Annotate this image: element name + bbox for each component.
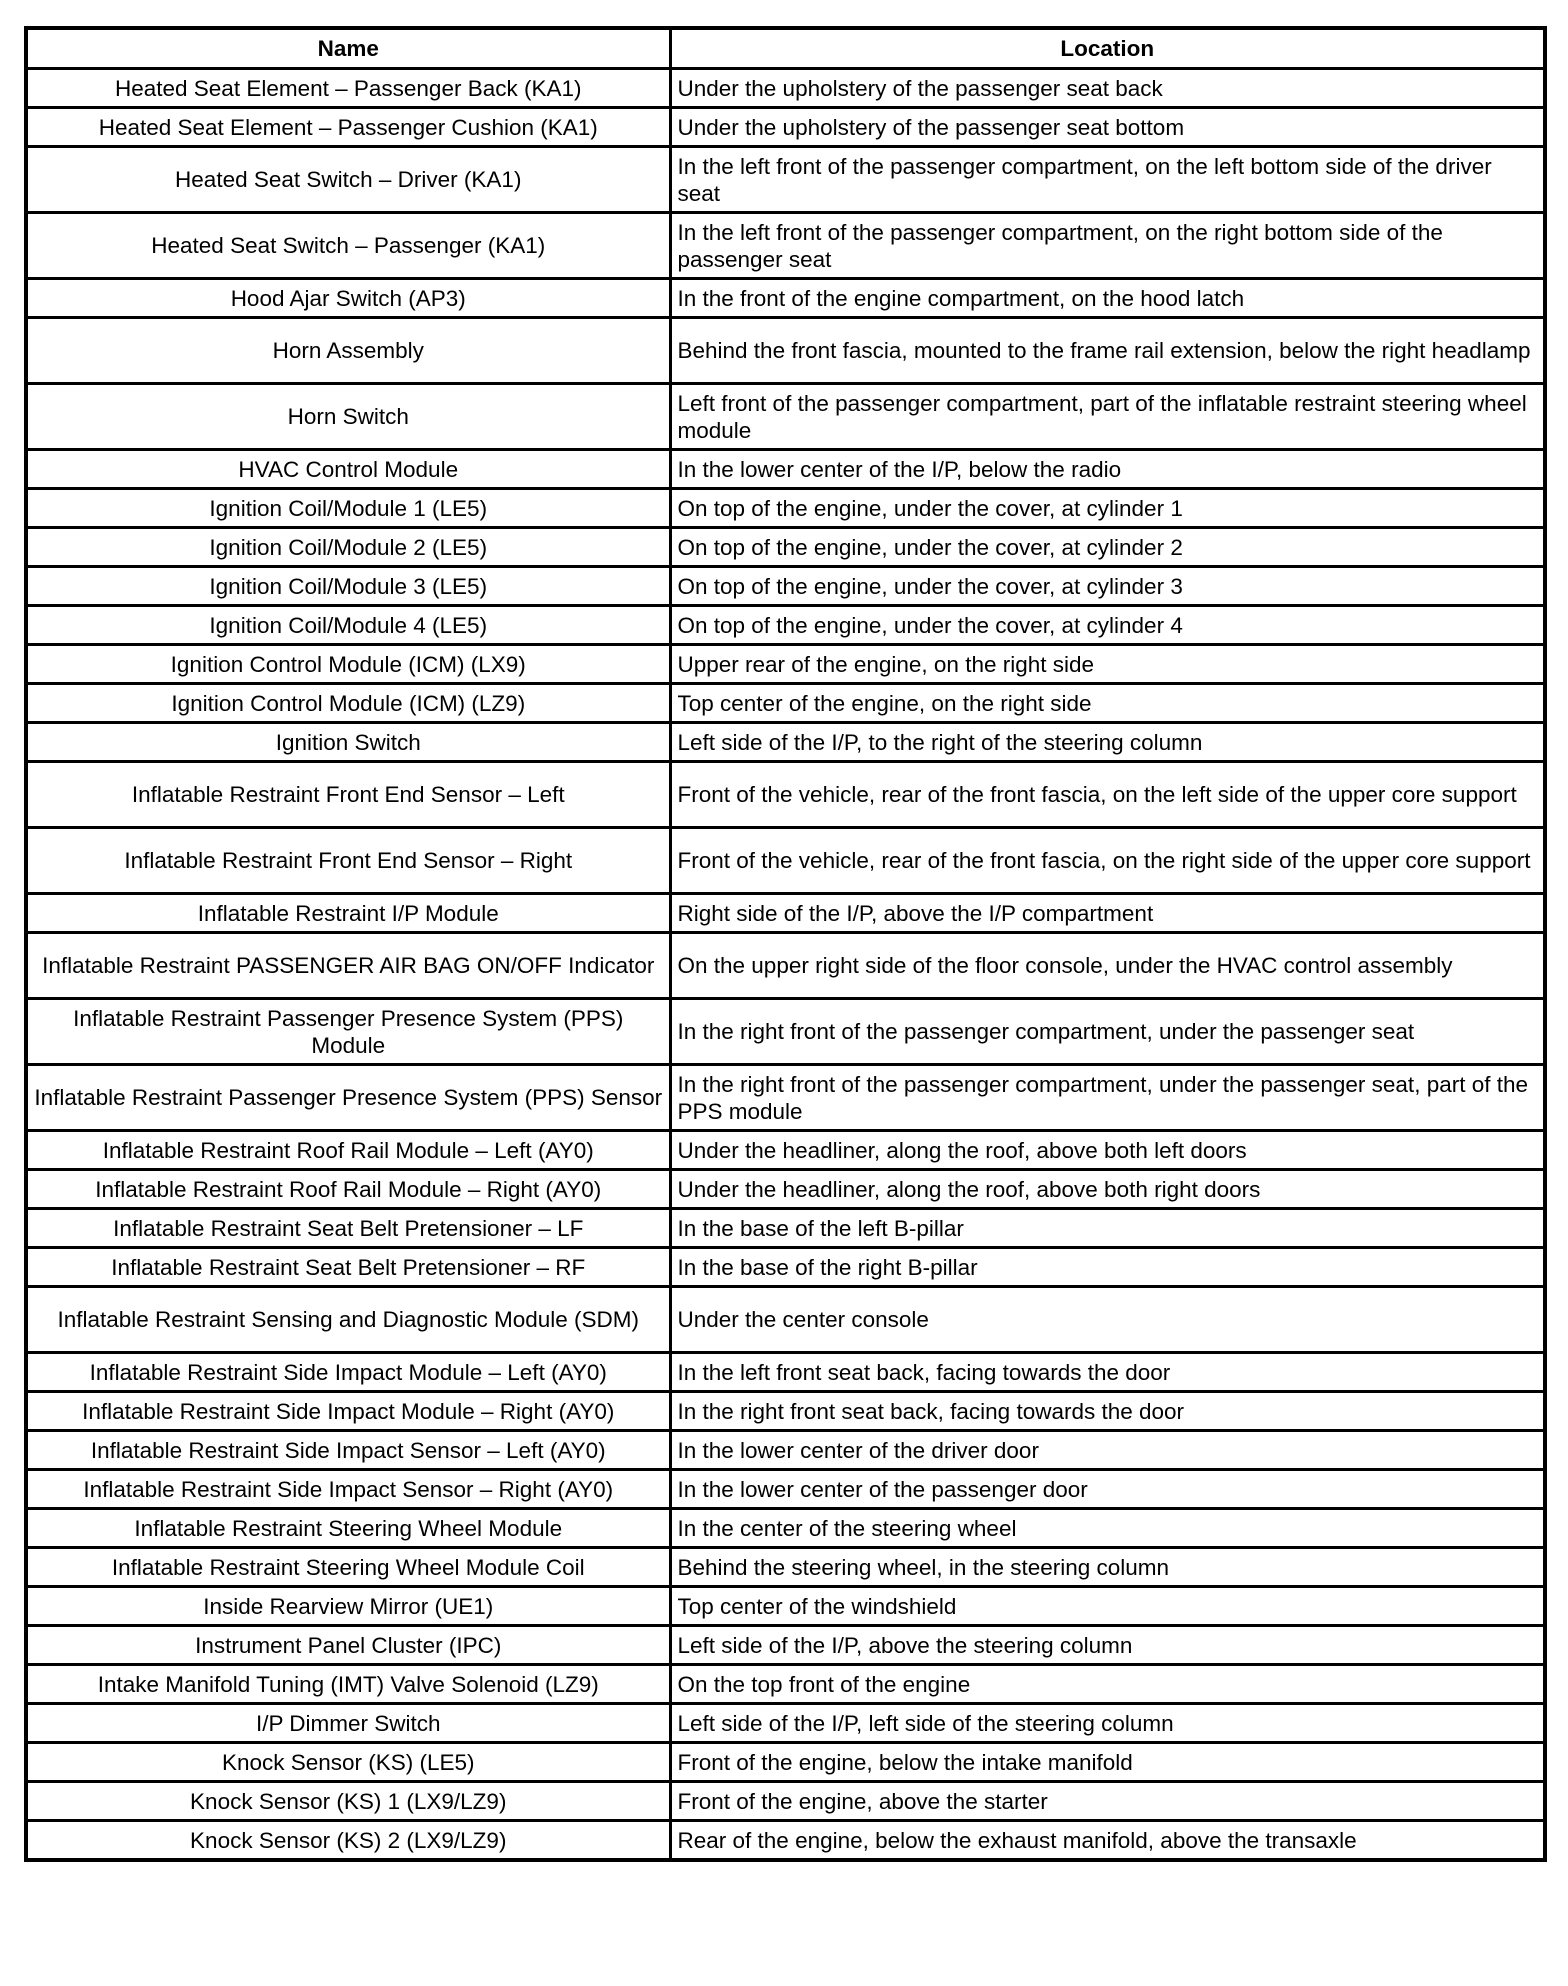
component-name-cell: Ignition Control Module (ICM) (LZ9) [26,684,670,723]
table-row [26,1509,1545,1548]
table-row [26,1248,1545,1287]
component-location-cell: On the top front of the engine [670,1665,1545,1704]
component-name-cell: Knock Sensor (KS) 1 (LX9/LZ9) [26,1782,670,1821]
component-location-cell: In the lower center of the I/P, below the radio [670,450,1545,489]
component-location-cell: In the right front of the passenger compartment, under the passenger seat, part of the PPS module [670,1065,1545,1131]
component-name-cell: Inflatable Restraint Front End Sensor – Right [26,828,670,894]
component-location-cell: Left front of the passenger compartment, part of the inflatable restraint steering wheel module [670,384,1545,450]
table-row [26,1431,1545,1470]
component-name-cell: Ignition Switch [26,723,670,762]
component-location-cell: In the left front seat back, facing towards the door [670,1353,1545,1392]
table-row [26,1548,1545,1587]
component-location-cell: Under the headliner, along the roof, above both left doors [670,1131,1545,1170]
component-name-cell: Hood Ajar Switch (AP3) [26,279,670,318]
component-name-cell: Heated Seat Switch – Passenger (KA1) [26,213,670,279]
component-name-cell: Inflatable Restraint Side Impact Sensor – Left (AY0) [26,1431,670,1470]
table-row [26,606,1545,645]
component-location-cell: Right side of the I/P, above the I/P compartment [670,894,1545,933]
component-name-cell: Inflatable Restraint Sensing and Diagnostic Module (SDM) [26,1287,670,1353]
table-row [26,279,1545,318]
table-row [26,450,1545,489]
component-name-cell: Inside Rearview Mirror (UE1) [26,1587,670,1626]
component-location-cell: Front of the vehicle, rear of the front fascia, on the right side of the upper core support [670,828,1545,894]
component-location-cell: On the upper right side of the floor console, under the HVAC control assembly [670,933,1545,999]
table-row [26,1704,1545,1743]
table-row [26,1665,1545,1704]
component-name-cell: Inflatable Restraint Seat Belt Pretensioner – RF [26,1248,670,1287]
table-row [26,1353,1545,1392]
table-row [26,1131,1545,1170]
component-name-cell: Inflatable Restraint Front End Sensor – Left [26,762,670,828]
component-location-cell: Upper rear of the engine, on the right side [670,645,1545,684]
table-row [26,1392,1545,1431]
table-row [26,1170,1545,1209]
component-name-cell: Inflatable Restraint Passenger Presence System (PPS) Sensor [26,1065,670,1131]
component-name-cell: Inflatable Restraint I/P Module [26,894,670,933]
table-row [26,645,1545,684]
table-row [26,213,1545,279]
table-row [26,1743,1545,1782]
table-row [26,684,1545,723]
table-row [26,762,1545,828]
component-name-cell: I/P Dimmer Switch [26,1704,670,1743]
component-name-cell: Ignition Coil/Module 2 (LE5) [26,528,670,567]
table-row [26,147,1545,213]
component-name-cell: Inflatable Restraint Roof Rail Module – Right (AY0) [26,1170,670,1209]
component-location-cell: On top of the engine, under the cover, at cylinder 3 [670,567,1545,606]
component-location-cell: Under the headliner, along the roof, above both right doors [670,1170,1545,1209]
component-location-cell: In the left front of the passenger compartment, on the left bottom side of the driver seat [670,147,1545,213]
component-location-cell: In the base of the left B-pillar [670,1209,1545,1248]
component-name-cell: Inflatable Restraint Steering Wheel Module Coil [26,1548,670,1587]
component-location-cell: Top center of the engine, on the right side [670,684,1545,723]
table-row [26,999,1545,1065]
component-name-cell: Ignition Coil/Module 4 (LE5) [26,606,670,645]
component-name-cell: Knock Sensor (KS) 2 (LX9/LZ9) [26,1821,670,1861]
table-row [26,1287,1545,1353]
table-row [26,894,1545,933]
table-row [26,1209,1545,1248]
component-location-cell: On top of the engine, under the cover, at cylinder 1 [670,489,1545,528]
component-location-cell: Front of the vehicle, rear of the front fascia, on the left side of the upper core support [670,762,1545,828]
component-location-cell: In the base of the right B-pillar [670,1248,1545,1287]
table-row [26,318,1545,384]
component-location-cell: In the lower center of the passenger door [670,1470,1545,1509]
component-name-cell: Horn Switch [26,384,670,450]
component-location-cell: In the lower center of the driver door [670,1431,1545,1470]
component-location-cell: Left side of the I/P, left side of the steering column [670,1704,1545,1743]
component-location-cell: Behind the steering wheel, in the steering column [670,1548,1545,1587]
component-location-cell: In the center of the steering wheel [670,1509,1545,1548]
table-row [26,69,1545,108]
table-row [26,1626,1545,1665]
component-name-cell: Ignition Control Module (ICM) (LX9) [26,645,670,684]
component-locator-table [24,26,1547,1862]
table-row [26,828,1545,894]
component-location-cell: In the right front of the passenger compartment, under the passenger seat [670,999,1545,1065]
component-name-cell: Heated Seat Element – Passenger Back (KA1) [26,69,670,108]
component-location-cell: Left side of the I/P, above the steering column [670,1626,1545,1665]
component-name-cell: Inflatable Restraint Side Impact Sensor – Right (AY0) [26,1470,670,1509]
component-location-cell: Behind the front fascia, mounted to the frame rail extension, below the right headlamp [670,318,1545,384]
component-location-cell: In the left front of the passenger compartment, on the right bottom side of the passenger seat [670,213,1545,279]
component-name-cell: HVAC Control Module [26,450,670,489]
component-name-cell: Knock Sensor (KS) (LE5) [26,1743,670,1782]
component-name-cell: Inflatable Restraint Roof Rail Module – Left (AY0) [26,1131,670,1170]
component-location-cell: On top of the engine, under the cover, at cylinder 4 [670,606,1545,645]
component-location-cell: Under the upholstery of the passenger seat bottom [670,108,1545,147]
table-row [26,489,1545,528]
component-location-cell: Top center of the windshield [670,1587,1545,1626]
component-location-cell: Left side of the I/P, to the right of the steering column [670,723,1545,762]
component-name-cell: Heated Seat Element – Passenger Cushion (KA1) [26,108,670,147]
component-name-cell: Inflatable Restraint Side Impact Module – Left (AY0) [26,1353,670,1392]
name-column-header: Name [26,28,670,69]
component-name-cell: Ignition Coil/Module 1 (LE5) [26,489,670,528]
table-row [26,723,1545,762]
component-location-cell: In the right front seat back, facing towards the door [670,1392,1545,1431]
component-name-cell: Inflatable Restraint PASSENGER AIR BAG ON/OFF Indicator [26,933,670,999]
component-location-cell: Under the center console [670,1287,1545,1353]
table-row [26,528,1545,567]
table-header-row [26,28,1545,69]
component-location-cell: In the front of the engine compartment, on the hood latch [670,279,1545,318]
table-row [26,1821,1545,1861]
table-row [26,567,1545,606]
component-name-cell: Inflatable Restraint Passenger Presence System (PPS) Module [26,999,670,1065]
component-location-cell: Rear of the engine, below the exhaust manifold, above the transaxle [670,1821,1545,1861]
component-name-cell: Instrument Panel Cluster (IPC) [26,1626,670,1665]
table-row [26,1587,1545,1626]
component-location-cell: Front of the engine, below the intake manifold [670,1743,1545,1782]
component-location-cell: On top of the engine, under the cover, at cylinder 2 [670,528,1545,567]
component-name-cell: Inflatable Restraint Seat Belt Pretensioner – LF [26,1209,670,1248]
component-location-cell: Front of the engine, above the starter [670,1782,1545,1821]
table-row [26,108,1545,147]
component-name-cell: Horn Assembly [26,318,670,384]
component-name-cell: Inflatable Restraint Side Impact Module – Right (AY0) [26,1392,670,1431]
component-name-cell: Heated Seat Switch – Driver (KA1) [26,147,670,213]
component-name-cell: Intake Manifold Tuning (IMT) Valve Solenoid (LZ9) [26,1665,670,1704]
table-row [26,1470,1545,1509]
location-column-header: Location [670,28,1545,69]
component-name-cell: Ignition Coil/Module 3 (LE5) [26,567,670,606]
component-location-cell: Under the upholstery of the passenger seat back [670,69,1545,108]
table-row [26,384,1545,450]
table-row [26,1782,1545,1821]
component-name-cell: Inflatable Restraint Steering Wheel Module [26,1509,670,1548]
table-row [26,933,1545,999]
table-row [26,1065,1545,1131]
